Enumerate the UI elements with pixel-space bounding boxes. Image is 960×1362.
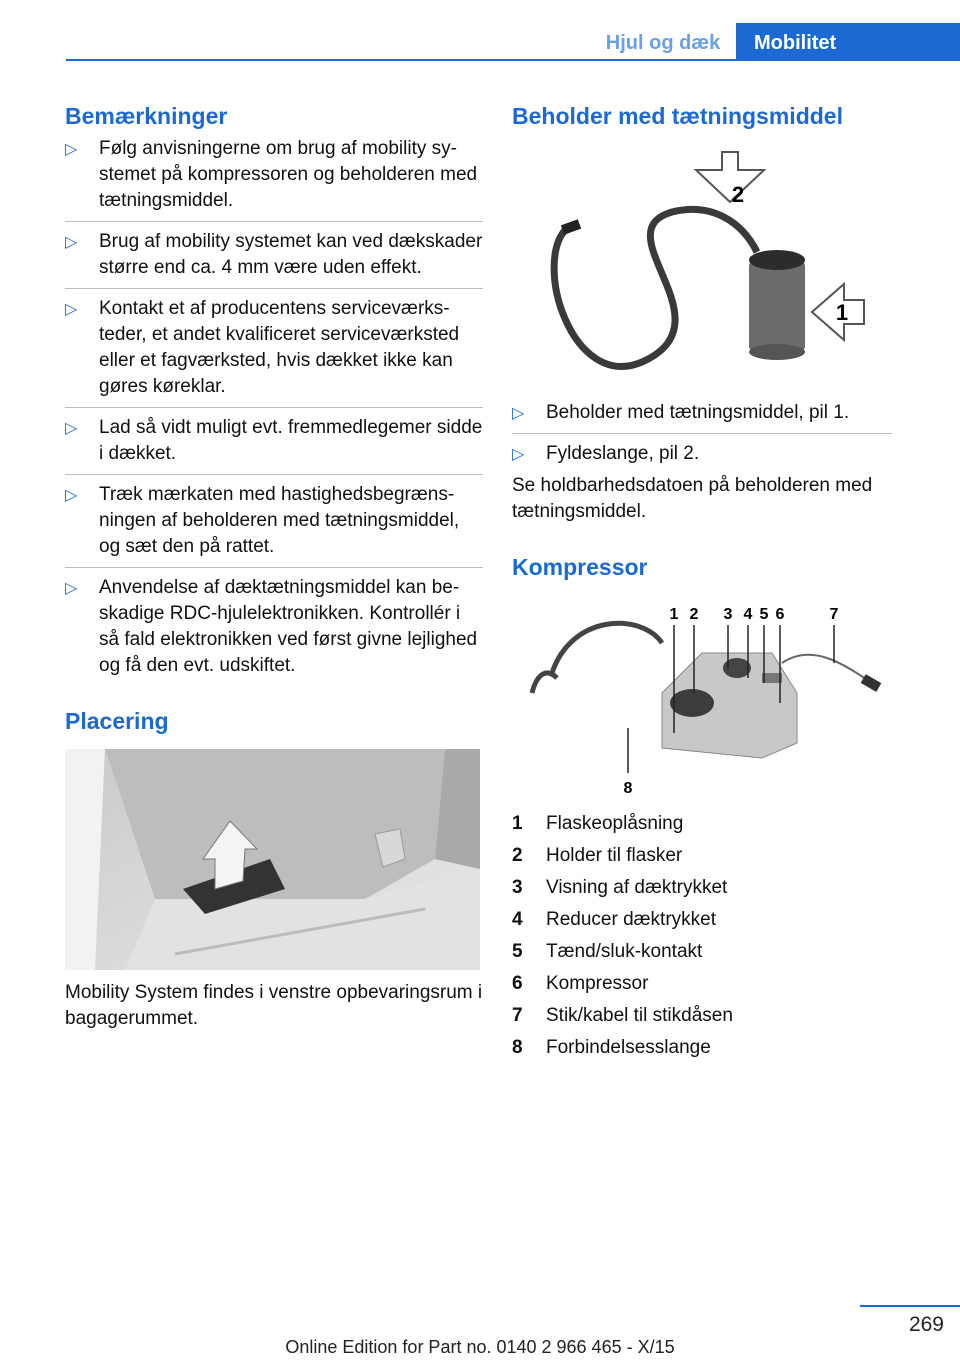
fig2-label-7: 7 (829, 606, 839, 623)
fig2-label-5: 5 (759, 606, 769, 623)
container-text: Se holdbarhedsdatoen på beholderen med tætningsmiddel. (512, 475, 873, 522)
triangle-bullet-icon: ▷ (512, 446, 525, 463)
divider (65, 474, 483, 475)
right-column (512, 100, 892, 1064)
fig2-label-1: 1 (669, 606, 679, 623)
fig2-label-2: 2 (689, 606, 699, 623)
fig2-label-4: 4 (743, 606, 753, 623)
placement-heading: Placering (65, 708, 169, 734)
list-item: 8 Forbindelsesslange (512, 1037, 711, 1058)
fig1-label-1: 1 (835, 300, 849, 325)
sealant-container-illustration (512, 132, 892, 372)
note-item: ▷ Kontakt et af producentens serviceværksteder, et andet kvalificeret serviceværksted eller et fagværksted, hvis dækket ikke kan gøres køreklar. (65, 298, 460, 397)
triangle-bullet-icon: ▷ (65, 580, 78, 597)
triangle-bullet-icon: ▷ (65, 141, 78, 158)
divider (65, 407, 483, 408)
divider (65, 221, 483, 222)
container-heading: Beholder med tætningsmiddel (512, 103, 843, 129)
compressor-heading: Kompressor (512, 554, 648, 580)
triangle-bullet-icon: ▷ (65, 420, 78, 437)
fig2-label-8: 8 (623, 780, 633, 797)
note-item: ▷ Lad så vidt muligt evt. fremmedlegemer sidde i dækket. (65, 417, 483, 464)
tab-section: Hjul og dæk (605, 32, 721, 54)
note-item: ▷ Træk mærkaten med hastighedsbegrænsningen af beholderen med tætningsmiddel, og sæt den på rattet. (65, 484, 460, 557)
list-item: 3 Visning af dæktrykket (512, 877, 728, 898)
placement-text: Mobility System findes i venstre opbevaringsrum i bagagerummet. (65, 982, 483, 1029)
container-item: ▷ Fyldeslange, pil 2. (512, 441, 892, 467)
note-item: ▷ Følg anvisningerne om brug af mobility systemet på kompressoren og beholderen med tætningsmiddel. (65, 138, 478, 211)
triangle-bullet-icon: ▷ (65, 234, 78, 251)
divider (65, 288, 483, 289)
list-item: 6 Kompressor (512, 973, 649, 994)
list-item: 7 Stik/kabel til stikdåsen (512, 1005, 733, 1026)
list-item: 4 Reducer dæktrykket (512, 909, 717, 930)
page-number: 269 (908, 1313, 944, 1336)
edition-footer: Online Edition for Part no. 0140 2 966 465 - X/15 (285, 1337, 675, 1357)
fig2-label-3: 3 (723, 606, 733, 623)
trunk-photo (65, 749, 480, 970)
note-item: ▷ Brug af mobility systemet kan ved dækskader større end ca. 4 mm være uden effekt. (65, 231, 483, 278)
compressor-parts-list (512, 808, 892, 1064)
left-column (65, 100, 483, 1032)
footer-rule (860, 1305, 960, 1307)
header-rule (66, 59, 960, 61)
triangle-bullet-icon: ▷ (65, 487, 78, 504)
list-item: 1 Flaskeoplåsning (512, 813, 684, 834)
divider (512, 433, 892, 434)
tab-chapter: Mobilitet (736, 23, 960, 61)
note-item: ▷ Anvendelse af dæktætningsmiddel kan beskadige RDC-hjulelektronikken. Kontrollér i så fald elektronikken ved først givne lejlighed og få den evt. udskiftet. (65, 577, 478, 676)
list-item: 2 Holder til flasker (512, 845, 683, 866)
notes-heading: Bemærkninger (65, 103, 228, 129)
triangle-bullet-icon: ▷ (512, 405, 525, 422)
divider (65, 567, 483, 568)
fig2-label-6: 6 (775, 606, 785, 623)
list-item: 5 Tænd/sluk-kontakt (512, 941, 703, 962)
triangle-bullet-icon: ▷ (65, 301, 78, 318)
compressor-illustration (512, 583, 892, 808)
container-item: ▷ Beholder med tætningsmiddel, pil 1. (512, 400, 892, 426)
fig1-label-2: 2 (731, 182, 745, 207)
